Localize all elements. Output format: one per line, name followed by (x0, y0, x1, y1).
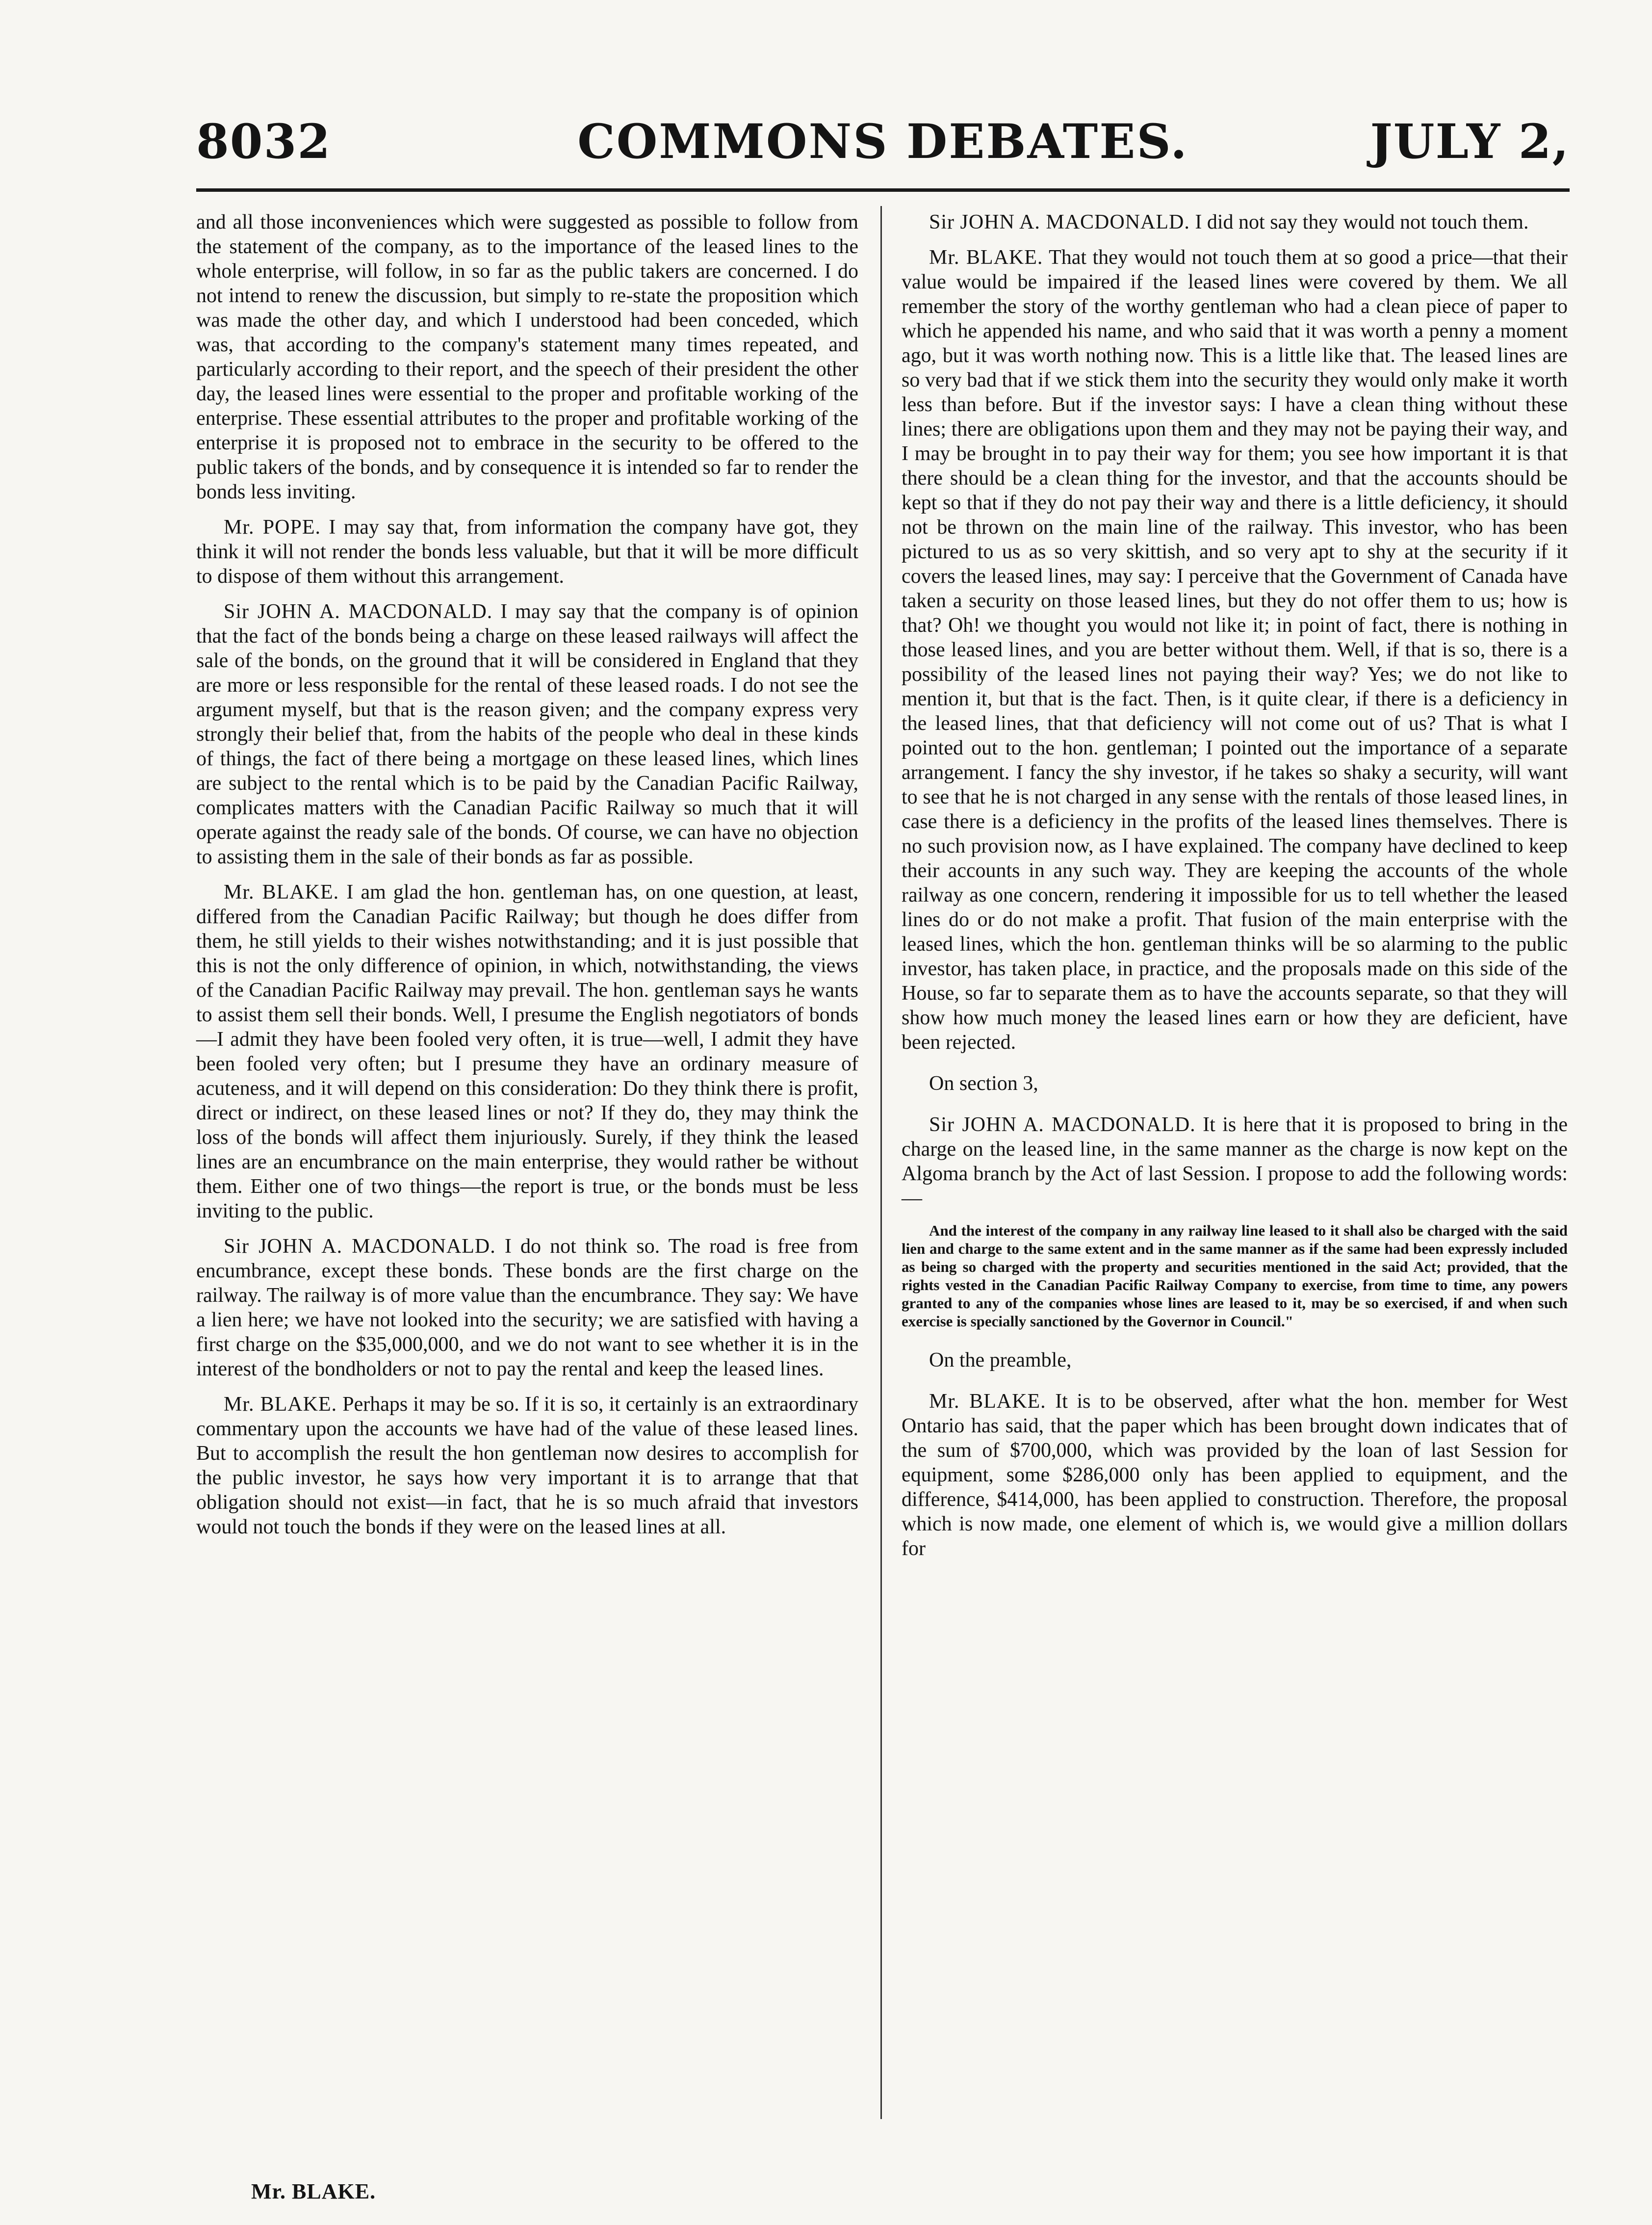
left-column (196, 210, 858, 1550)
speech-text: I am glad the hon. gentleman has, on one question, at least, differed from the Canadian Pacific Railway; but though he does differ from them, he still yields to their wishes notwithstanding; and it is just possible that this is not the only difference of opinion, in which, notwithstanding, the views of the Canadian Pacific Railway may prevail. The hon. gentleman says he wants to assist them sell their bonds. Well, I presume the English negotiators of bonds—I admit they have been fooled very often, it is true—well, I admit they have been fooled very often; but I presume they have an ordinary measure of acuteness, and it will depend on this consideration: Do they think there is profit, direct or indirect, on these leased lines or not? If they do, they may think the loss of the bonds will affect them injuriously. Surely, if they think the leased lines are an encumbrance on the main enterprise, they would rather be without them. Either one of two things—the report is true, or the bonds must be less inviting to the public. (196, 881, 859, 1222)
speaker-name: Mr. BLAKE. (224, 1393, 337, 1416)
quoted-amendment: And the interest of the company in any railway line leased to it shall also be charged with the said lien and charge to the same extent and in the same manner as if the same had been expressly included as being so charged with the property and securities mentioned in the said Act; provided, that the rights vested in the Canadian Pacific Railway Company to exercise, from time to time, any powers granted to any of the companies whose lines are leased to it, may be so exercised, if and when such exercise is specially sanctioned by the Governor in Council." (902, 1222, 1568, 1330)
right-column (902, 210, 1568, 1572)
speech-paragraph (196, 880, 858, 1223)
speech-text: I did not say they would not touch them. (1195, 211, 1529, 233)
speaker-name: Sir JOHN A. MACDONALD. (224, 1235, 496, 1258)
speech-paragraph (196, 515, 858, 589)
speaker-name: Sir JOHN A. MACDONALD. (224, 600, 493, 623)
speech-paragraph (196, 599, 858, 869)
speech-paragraph (902, 210, 1568, 234)
paragraph-text: and all those inconveniences which were suggested as possible to follow from the statement of the company, as to the importance of the leased lines to the whole enterprise, will follow, in so far as the public takers are concerned. I do not intend to renew the discussion, but simply to re-state the proposition which was made the other day, and which I understood had been conceded, which was, that according to the company's statement many times repeated, and particularly according to their report, and the speech of their president the other day, the leased lines were essential to the proper and profitable working of the enterprise. These essential attributes to the proper and profitable working of the enterprise it is proposed not to embrace in the security to be offered to the public takers of the bonds, and by consequence it is intended so far to render the bonds less inviting. (196, 211, 858, 503)
section-heading: On section 3, (929, 1072, 1038, 1095)
speech-text: I may say that the company is of opinion that the fact of the bonds being a charge on these leased railways will affect the sale of the bonds, on the ground that it will be considered in England that they are more or less responsible for the rental of these leased roads. I do not see the argument myself, but that is the reason given; and the company express very strongly their belief that, from the habits of the people who deal in these kinds of things, the fact of there being a mortgage on these leased lines, which lines are subject to the rental which is to be paid by the Canadian Pacific Railway, complicates matters with the Canadian Pacific Railway so much that it will operate against the ready sale of the bonds. Of course, we can have no objection to assisting them in the sale of their bonds as far as possible. (196, 600, 858, 868)
speech-paragraph (196, 1234, 858, 1381)
publication-title: COMMONS DEBATES. (577, 114, 1188, 169)
speech-text: It is here that it is proposed to bring in the charge on the leased line, in the same manner as the charge is now kept on the Algoma branch by the Act of last Session. I propose to add the following words:— (902, 1113, 1568, 1210)
speech-paragraph (902, 245, 1568, 1055)
speech-text: I do not think so. The road is free from encumbrance, except these bonds. These bonds are the first charge on the railway. The railway is of more value than the encumbrance. They say: We have a lien here; we have not looked into the security; we are satisfied with having a first charge on the $35,000,000, and we do not want to see whether it is in the interest of the bondholders or not to pay the rental and keep the leased lines. (196, 1235, 859, 1380)
page-number: 8032 (196, 114, 332, 169)
paragraph-continued (196, 210, 858, 504)
speech-paragraph (902, 1112, 1568, 1211)
issue-date: JULY 2, (1370, 114, 1570, 169)
speech-paragraph (902, 1389, 1568, 1561)
preamble-heading: On the preamble, (929, 1349, 1072, 1371)
speech-text: That they would not touch them at so good a price—that their value would be impaired if the leased lines were covered by them. We all remember the story of the worthy gentleman who had a clean piece of paper to which he appended his name, and who said that it was worth a penny a moment ago, but it was worth nothing now. This is a little like that. The leased lines are so very bad that if we stick them into the security they would only make it worth less than before. But if the investor says: I have a clean thing without these lines; there are obligations upon them and they may not be paying their way, and I may be brought in to pay their way for them; you see how important it is that there should be a clean thing for the investor, and that the accounts should be kept so that if they do not pay their way and there is a little deficiency, it should not be thrown on the main line of the railway. This investor, who has been pictured to us as so very skittish, and so very apt to shy at the security if it covers the leased lines, may say: I perceive that the Government of Canada have taken a security on those leased lines, but they do not offer them to us; how is that? Oh! we thought you would not like it; in point of fact, there is nothing in those leased lines, and you are better without them. Well, if that is so, there is a possibility of the leased lines not paying their way? Yes; we do not like to mention it, but that is the fact. Then, is it quite clear, if there is a deficiency in the leased lines, that that deficiency will not come out of us? That is what I pointed out to the hon. gentleman; I pointed out the importance of a separate arrangement. I fancy the shy investor, if he takes so shaky a security, will want to see that he is not charged in any sense with the rentals of those leased lines, in case there is a deficiency in the profits of the leased lines themselves. There is no such provision now, as I have explained. The company have declined to keep their accounts in any such way. They are keeping the accounts of the whole railway as one concern, rendering it impossible for us to tell whether the leased lines do or do not make a profit. That fusion of the main enterprise with the leased lines, which the hon. gentleman thinks will be so alarming to the public investor, has taken place, in practice, and the proposals made on this side of the House, so far to separate them as to have the accounts separate, so that they will show how much money the leased lines earn or how they are deficient, have been rejected. (902, 246, 1568, 1054)
column-divider (880, 206, 882, 2119)
catchword: Mr. BLAKE. (251, 2179, 376, 2203)
speaker-name: Mr. BLAKE. (224, 881, 339, 904)
speaker-name: Sir JOHN A. MACDONALD. (929, 1113, 1196, 1136)
speech-paragraph (196, 1392, 858, 1539)
speaker-name: Sir JOHN A. MACDONALD. (929, 211, 1190, 233)
speech-text: It is to be observed, after what the hon. member for West Ontario has said, that the paper which has been brought down indicates that of the sum of $700,000, which was provided by the loan of last Session for equipment, some $286,000 only has been applied to equipment, and the difference, $414,000, has been applied to construction. Therefore, the proposal which is now made, one element of which is, we would give a million dollars for (902, 1390, 1568, 1560)
speaker-name: Mr. BLAKE. (929, 1390, 1046, 1413)
page-header (196, 114, 1570, 187)
speech-text: Perhaps it may be so. If it is so, it certainly is an extraordinary commentary upon the accounts we have had of the value of these leased lines. But to accomplish the result the hon gentleman now desires to accomplish for the public investor, he says how very important it is to arrange that that obligation should not exist—in fact, that he is so much afraid that investors would not touch the bonds if they were on the leased lines at all. (196, 1393, 858, 1538)
speech-text: I may say that, from information the company have got, they think it will not render the bonds less valuable, but that it will be more difficult to dispose of them without this arrangement. (196, 516, 858, 588)
speaker-name: Mr. POPE. (224, 516, 321, 539)
speaker-name: Mr. BLAKE. (929, 246, 1043, 269)
header-rule (196, 188, 1570, 192)
